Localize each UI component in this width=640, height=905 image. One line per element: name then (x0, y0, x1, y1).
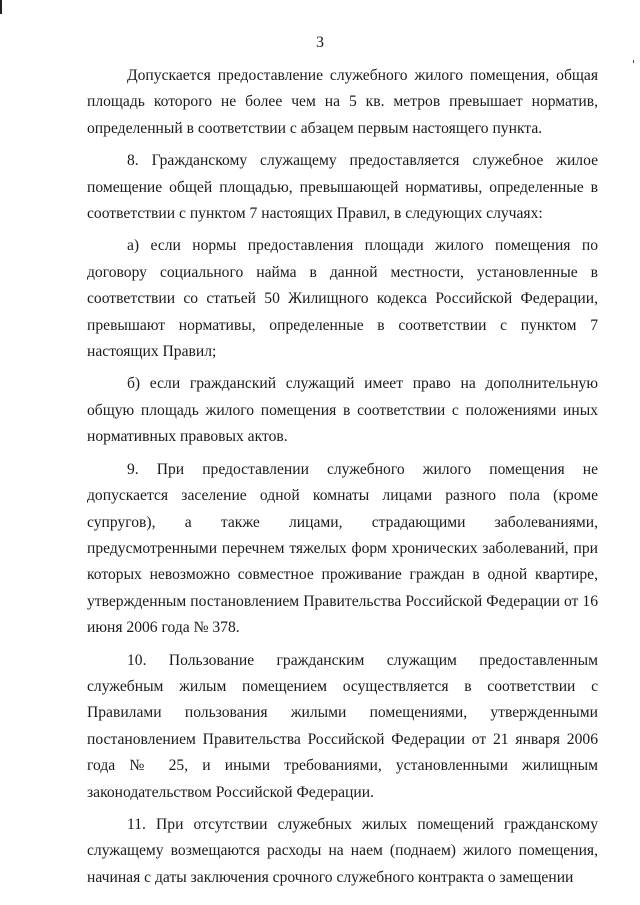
paragraph-10: 10. Пользование гражданским служащим предоставленным служебным жилым помещением осуществляется в соответствии с Правилами пользования жилыми помещениями, утвержденными постановлением Правительства Российской Федерации от 21 января 2006 года № 25, и иными требованиями, установленными жилищным законодательством Российской Федерации. (87, 651, 598, 801)
paragraph-11: 11. При отсутствии служебных жилых помещений гражданскому служащему возмещаются расходы на наем (поднаем) жилого помещения, начиная с даты заключения срочного служебного контракта о замещении (87, 815, 598, 886)
paragraph-8b: б) если гражданский служащий имеет право на дополнительную общую площадь жилого помещения в соответствии с положениями иных нормативных правовых актов. (87, 375, 598, 446)
document-body (87, 63, 598, 897)
paragraph-9: 9. При предоставлении служебного жилого помещения не допускается заселение одной комнаты лицами разного пола (кроме супругов), а также лицами, страдающими заболеваниями, предусмотренными перечнем тяжелых форм хронических заболеваний, при которых невозможно совместное проживание граждан в одной квартире, утвержденным постановлением Правительства Российской Федерации от 16 июня 2006 года № 378. (87, 460, 598, 637)
paragraph-8: 8. Гражданскому служащему предоставляется служебное жилое помещение общей площадью, превышающей нормативы, определенные в соответствии с пунктом 7 настоящих Правил, в следующих случаях: (87, 152, 598, 223)
scan-speck (633, 60, 634, 63)
page-number: 3 (316, 34, 324, 51)
paragraph-8a: а) если нормы предоставления площади жилого помещения по договору социального найма в данной местности, установленные в соответствии со статьей 50 Жилищного кодекса Российской Федерации, превышают нормативы, определенные в соответствии с пунктом 7 настоящих Правил; (87, 237, 598, 361)
paragraph-allowance: Допускается предоставление служебного жилого помещения, общая площадь которого не более чем на 5 кв. метров превышает норматив, определенный в соответствии с абзацем первым настоящего пункта. (87, 67, 598, 137)
scan-edge-mark (0, 0, 2, 14)
